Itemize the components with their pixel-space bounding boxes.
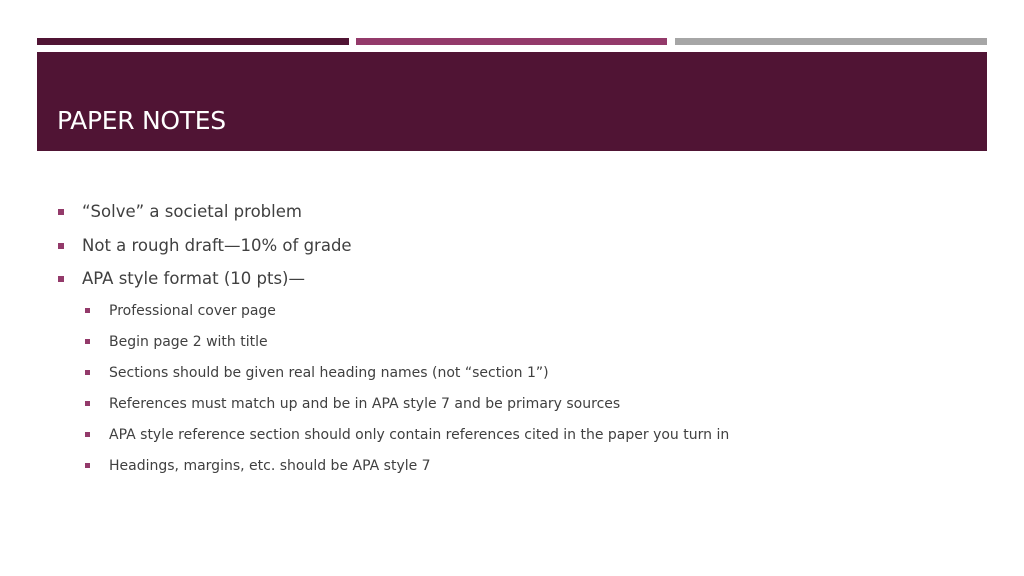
bullet-text: APA style format (10 pts)— — [82, 269, 305, 288]
bullet-square-icon — [85, 401, 90, 406]
sub-bullet-text: Professional cover page — [109, 303, 276, 319]
sub-bullet-text: Sections should be given real heading names (not “section 1”) — [109, 365, 549, 381]
sub-bullet-text: APA style reference section should only contain references cited in the paper you turn in — [109, 427, 730, 443]
bullet-square-icon — [85, 339, 90, 344]
bullet-text: “Solve” a societal problem — [82, 202, 302, 221]
sub-bullet-text: Headings, margins, etc. should be APA style 7 — [109, 458, 431, 474]
bullet-square-icon — [58, 243, 64, 249]
bullet-square-icon — [85, 432, 90, 437]
bullet-square-icon — [58, 209, 64, 215]
bullet-square-icon — [58, 276, 64, 282]
bullet-text: Not a rough draft—10% of grade — [82, 236, 352, 255]
sub-bullet-text: References must match up and be in APA style 7 and be primary sources — [109, 396, 621, 412]
sub-bullet-text: Begin page 2 with title — [109, 334, 268, 350]
bullet-square-icon — [85, 463, 90, 468]
bullet-square-icon — [85, 370, 90, 375]
bullet-square-icon — [85, 308, 90, 313]
slide-title: PAPER NOTES — [57, 106, 226, 135]
